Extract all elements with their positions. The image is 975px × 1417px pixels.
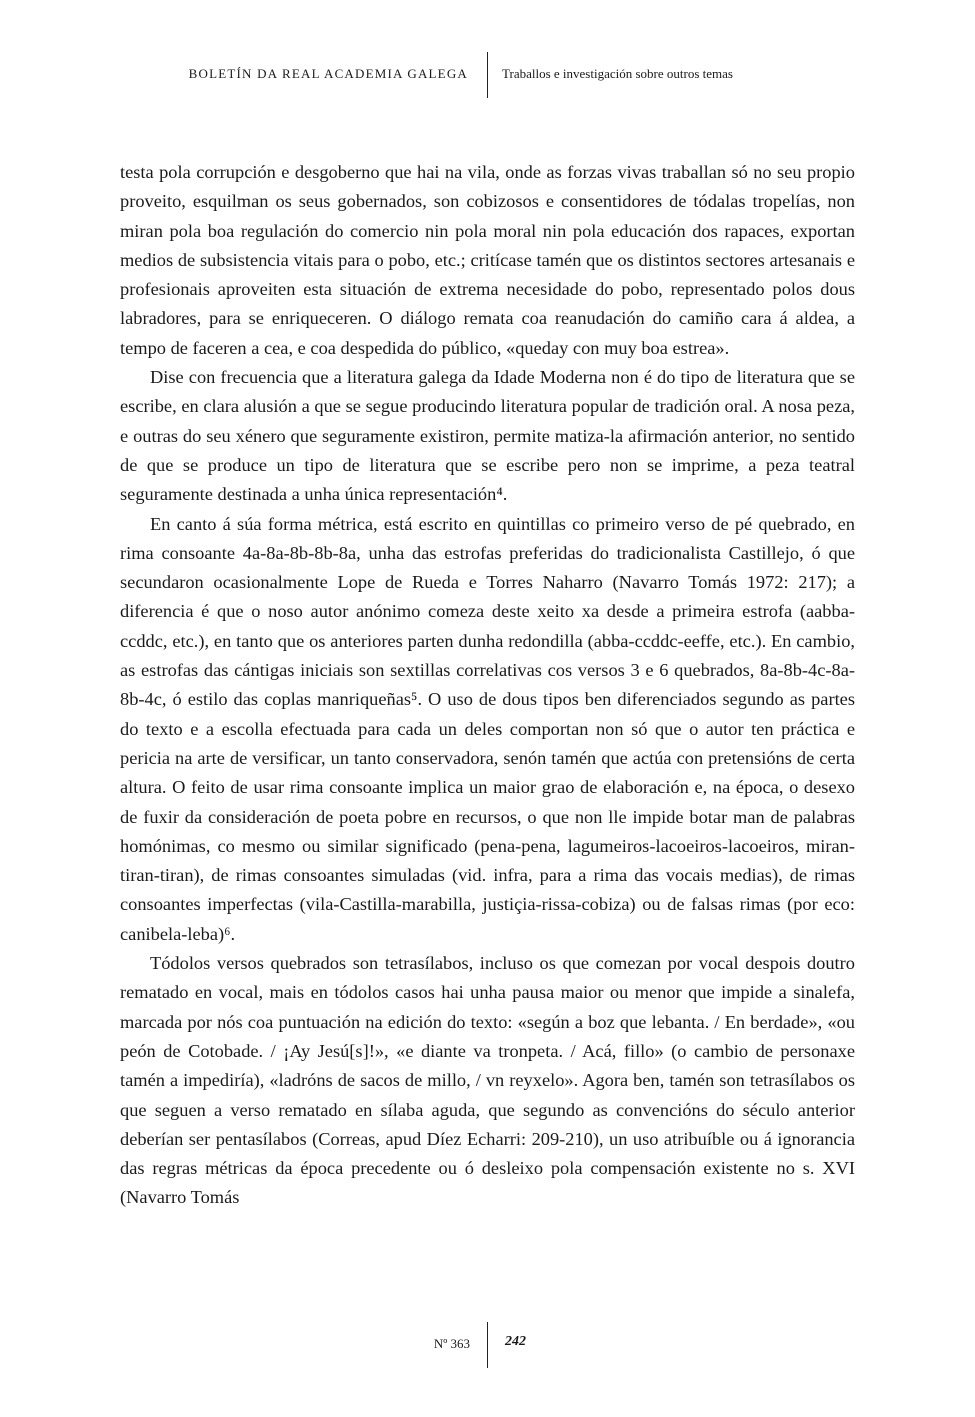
paragraph-4: Tódolos versos quebrados son tetrasílabos, incluso os que comezan por vocal despois doutro rematado en vocal, mais en tódolos casos hai unha pausa maior ou menor que impide a sinalefa, marcada por nós coa puntuación na edición do texto: «según a boz que lebanta. / En berdade», «ou peón de Cotobade. / ¡Ay Jesú[s]!», «e diante va tronpeta. / Acá, fillo» (o cambio de personaxe tamén a impediría), «ladróns de sacos de millo, / vn reyxelo». Agora ben, tamén son tetrasílabos os que seguen a verso rematado en sílaba aguda, que segundo as convencións do século anterior deberían ser pentasílabos (Correas, apud Díez Echarri: 209-210), un uso atribuíble ou á ignorancia das regras métricas da época precedente ou ó desleixo pola compensación existente no s. XVI (Navarro Tomás bbox=[120, 953, 855, 1208]
footer-divider bbox=[487, 1322, 488, 1368]
journal-title: BOLETÍN DA REAL ACADEMIA GALEGA bbox=[188, 66, 468, 81]
page-footer bbox=[0, 1322, 975, 1368]
article-body bbox=[120, 158, 855, 1213]
page-number: 242 bbox=[505, 1334, 526, 1349]
section-title: Traballos e investigación sobre outros temas bbox=[502, 66, 733, 81]
issue-number: Nº 363 bbox=[433, 1336, 470, 1351]
paragraph-2: Dise con frecuencia que a literatura galega da Idade Moderna non é do tipo de literatura que se escribe, en clara alusión a que se segue producindo literatura popular de tradición oral. A nosa peza, e outras do seu xénero que seguramente existiron, permite matiza-la afirmación anterior, no sentido de que se produce un tipo de literatura que se escribe pero non se imprime, a peza teatral seguramente destinada a unha única representación⁴. bbox=[120, 367, 855, 505]
paragraph-3: En canto á súa forma métrica, está escrito en quintillas co primeiro verso de pé quebrado, en rima consoante 4a-8a-8b-8b-8a, unha das estrofas preferidas do tradicionalista Castillejo, ó que secundaron ocasionalmente Lope de Rueda e Torres Naharro (Navarro Tomás 1972: 217); a diferencia é que o noso autor anónimo comeza deste xeito xa desde a primeira estrofa (aabba-ccddc, etc.), en tanto que os anteriores parten dunha redondilla (abba-ccddc-eeffe, etc.). En cambio, as estrofas das cántigas iniciais son sextillas correlativas cos versos 3 e 6 quebrados, 8a-8b-4c-8a-8b-4c, ó estilo das coplas manriqueñas⁵. O uso de dous tipos ben diferenciados segundo as partes do texto e a escolla efectuada para cada un deles comportan non só que o autor ten práctica e pericia na arte de versificar, un tanto conservadora, senón tamén que actúa con pretensións de certa altura. O feito de usar rima consoante implica un maior grao de elaboración e, na época, o desexo de fuxir da consideración de poeta pobre en recursos, o que non lle impide botar man de palabras homónimas, co mesmo ou similar significado (pena-pena, lagumeiros-lacoeiros-lacoeiros, miran-tiran-tiran), de rimas consoantes simuladas (vid. infra, para a rima das vocais medias), de rimas consoantes imperfectas (vila-Castilla-marabilla, justiçia-rissa-cobiza) ou de falsas rimas (por eco: canibela-leba)⁶. bbox=[120, 513, 855, 944]
running-header bbox=[0, 52, 975, 98]
paragraph-1: testa pola corrupción e desgoberno que hai na vila, onde as forzas vivas traballan só no seu propio proveito, esquilman os seus gobernados, son cobizosos e consentidores de tódalas tropelías, non miran pola boa regulación do comercio nin pola moral nin pola educación dos rapaces, exportan medios de subsistencia vitais para o pobo, etc.; critícase tamén que os distintos sectores artesanais e profesionais aproveiten esta situación de extrema necesidade do pobo, representado polos dous labradores, para se enriqueceren. O diálogo remata coa reanudación do camiño cara á aldea, a tempo de faceren a cea, e coa despedida do público, «queday con muy boa estrea». bbox=[120, 162, 855, 358]
header-divider bbox=[487, 52, 488, 98]
